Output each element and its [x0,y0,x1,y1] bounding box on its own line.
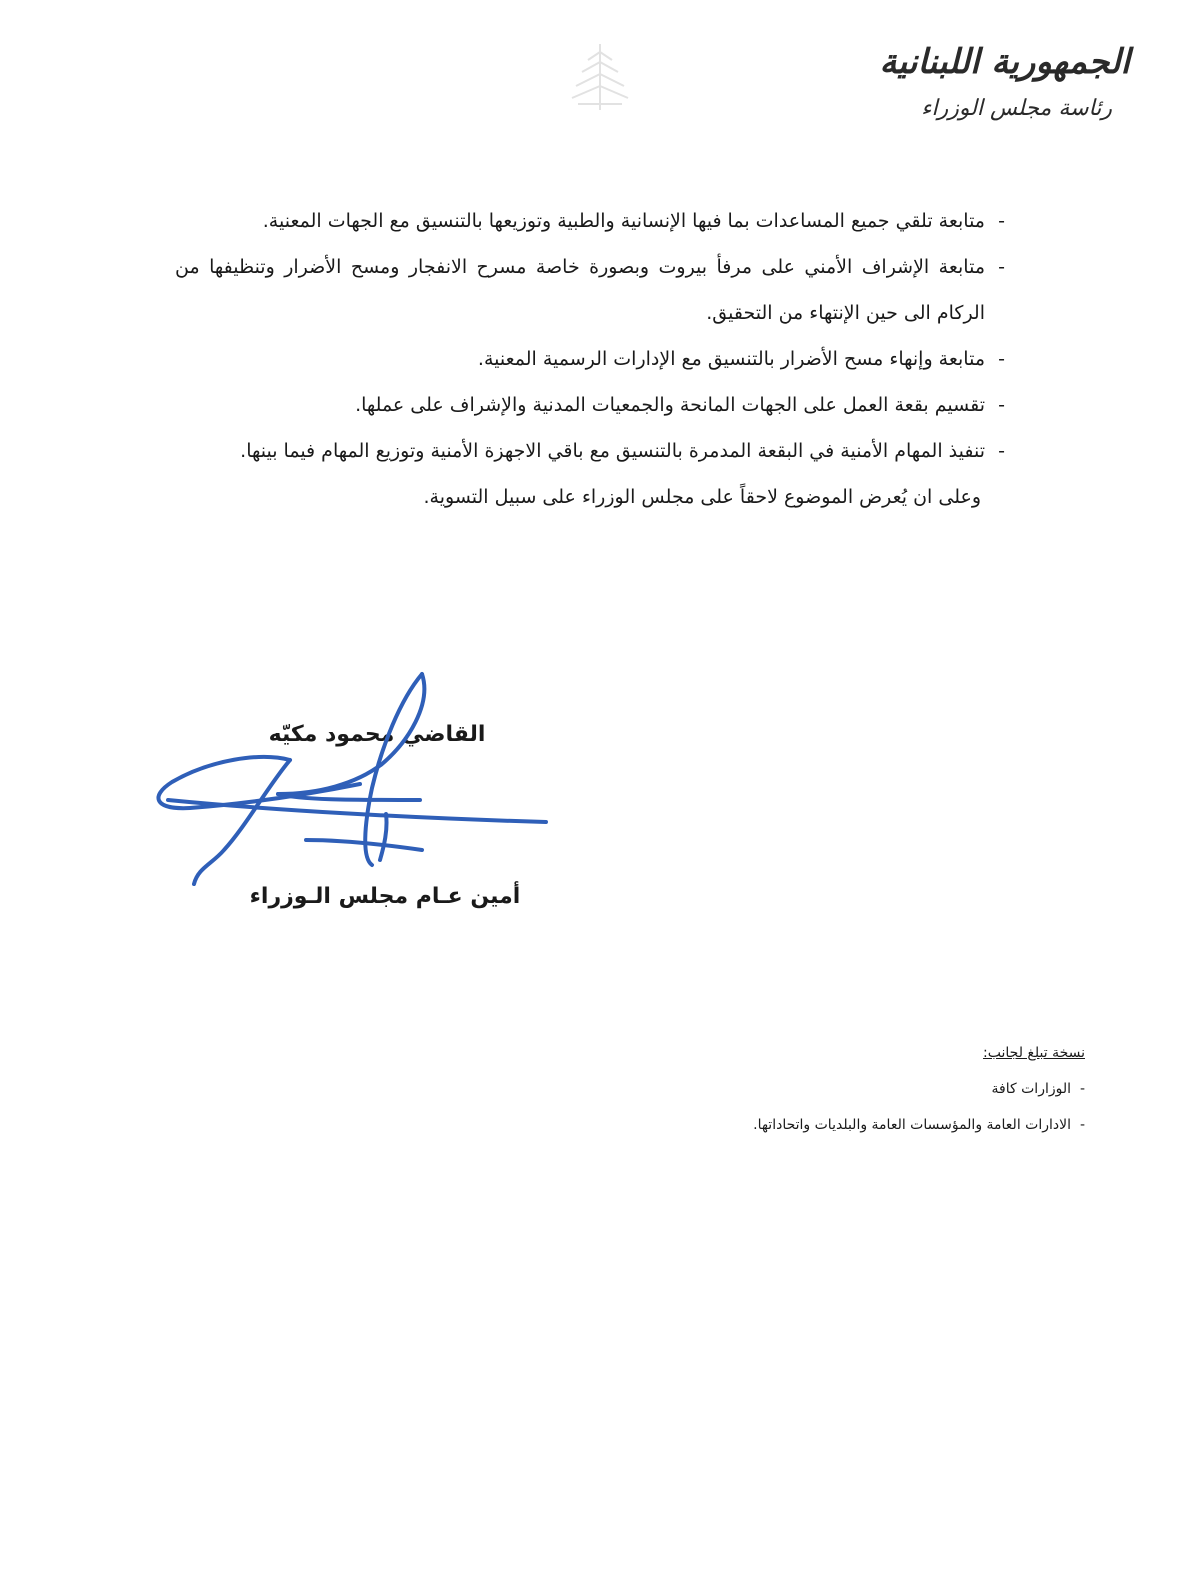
copies-item-1: - الوزارات كافة [665,1071,1085,1107]
signatory-name: القاضي محمود مكيّه [268,722,486,747]
signature-block [150,660,570,940]
letter-body [175,198,1005,520]
copies-title: نسخة تبلغ لجانب: [983,1045,1085,1061]
closing-sentence: وعلى ان يُعرض الموضوع لاحقاً على مجلس الوزراء على سبيل التسوية. [423,486,981,508]
body-item-2: - متابعة الإشراف الأمني على مرفأ بيروت وبصورة خاصة مسرح الانفجار ومسح الأضرار وتنظيفها من الركام الى حين الإنتهاء من التحقيق. [175,244,1005,336]
letterhead-republic: الجمهورية اللبنانية [879,42,1130,82]
body-item-3: - متابعة وإنهاء مسح الأضرار بالتنسيق مع الإدارات الرسمية المعنية. [175,336,1005,382]
body-item-4: - تقسيم بقعة العمل على الجهات المانحة والجمعيات المدنية والإشراف على عملها. [175,382,1005,428]
copies-block [665,1035,1085,1143]
signatory-title: أمين عـام مجلس الـوزراء [249,884,521,909]
body-item-5: - تنفيذ المهام الأمنية في البقعة المدمرة بالتنسيق مع باقي الاجهزة الأمنية وتوزيع المهام فيما بينها. [175,428,1005,474]
letterhead [870,40,1130,121]
copies-item-2: - الادارات العامة والمؤسسات العامة والبلديات واتحاداتها. [665,1107,1085,1143]
cedar-emblem-icon [560,38,640,118]
letterhead-presidency: رئاسة مجلس الوزراء [921,96,1112,122]
body-item-1: - متابعة تلقي جميع المساعدات بما فيها الإنسانية والطبية وتوزيعها بالتنسيق مع الجهات المعنية. [175,198,1005,244]
handwritten-signature-icon [150,660,570,940]
